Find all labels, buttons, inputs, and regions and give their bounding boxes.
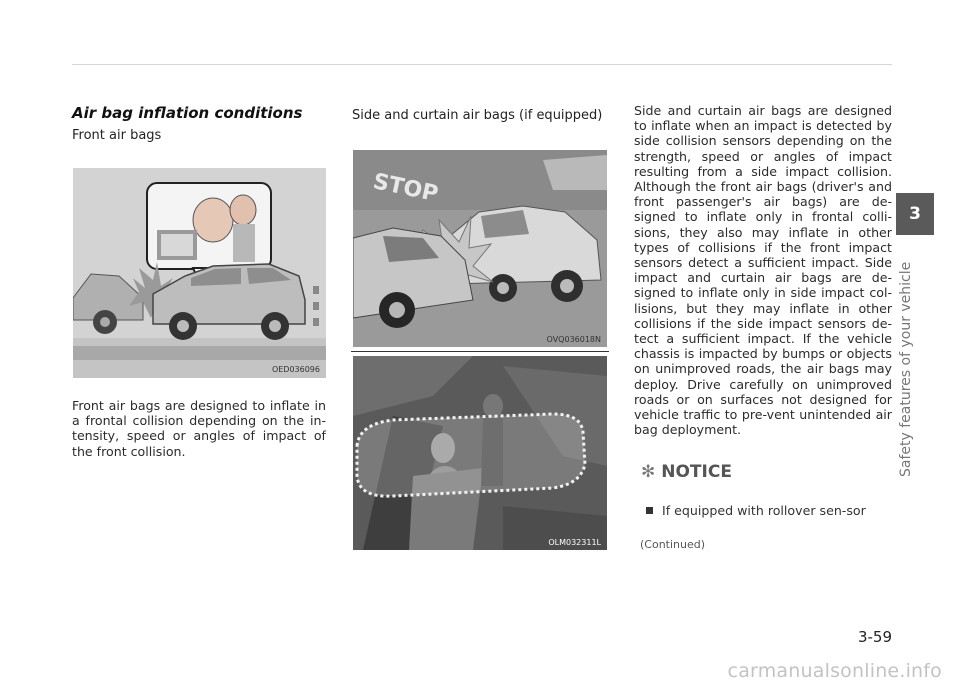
section-title: Air bag inflation conditions <box>72 104 303 122</box>
notice-title: NOTICE <box>661 462 732 482</box>
front-airbag-paragraph: Front air bags are designed to inflate in a frontal collision depending on the in-tensity, speed or angles of impact of the front collision. <box>72 398 326 459</box>
curtain-airbag-figure <box>353 356 607 550</box>
figure-code: OVQ036018N <box>546 335 601 344</box>
figure-code: OLM032311L <box>548 538 601 547</box>
continued-label: (Continued) <box>640 538 706 551</box>
front-collision-illustration <box>73 168 326 378</box>
notice-bullet <box>646 503 886 518</box>
side-collision-illustration <box>353 150 607 347</box>
top-divider <box>72 64 892 65</box>
notice-heading <box>641 462 732 482</box>
side-collision-figure <box>353 150 607 347</box>
bullet-square-icon <box>646 507 653 514</box>
stop-road-marking: STOP <box>370 169 441 208</box>
side-airbag-paragraph: Side and curtain air bags are designed to inflate when an impact is detected by side collision sensors depending on the strength, speed or angles of impact resulting from a side impact collision. Although the front air bags (driver's and front passenger's air bags) are de-signed to inflate only in frontal colli-sions, they also may inflate in other types of collisions if the front impact sensors detect a sufficient impact. Side impact and curtain air bags are de-signed to inflate only in side impact col-lisions, but they may inflate in other collisions if the side impact sensors de-tect a sufficient impact. If the vehicle chassis is impacted by bumps or objects on unimproved roads, the air bags may deploy. Drive carefully on unimproved roads or on surfaces not designed for vehicle traffic to pre-vent unintended air bag deployment. <box>634 103 892 438</box>
front-airbag-figure <box>73 168 326 378</box>
curtain-airbag-illustration <box>353 356 607 550</box>
figure-separator <box>351 351 609 352</box>
page-number: 3-59 <box>857 628 892 646</box>
chapter-title: Safety features of your vehicle <box>898 261 914 477</box>
watermark: carmanualsonline.info <box>727 660 942 682</box>
notice-star-icon: ✻ <box>641 462 656 482</box>
notice-bullet-text: If equipped with rollover sen-sor <box>662 503 866 518</box>
side-airbag-heading: Side and curtain air bags (if equipped) <box>352 108 603 123</box>
figure-code: OED036096 <box>271 365 320 374</box>
chapter-title-vertical <box>898 242 928 477</box>
chapter-tab: 3 <box>896 193 934 235</box>
front-airbag-heading: Front air bags <box>72 128 162 143</box>
